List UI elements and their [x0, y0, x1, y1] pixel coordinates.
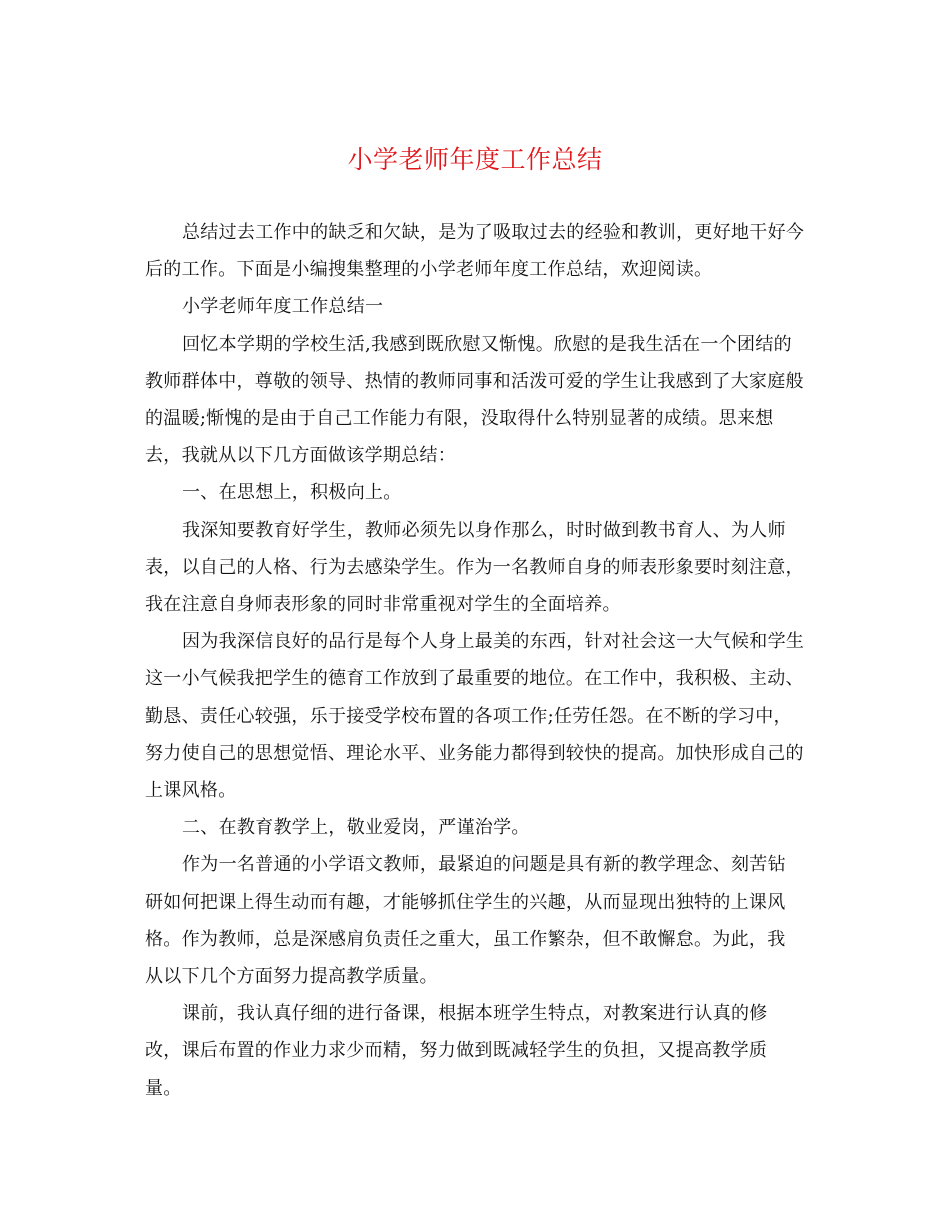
paragraph-moral-education: 因为我深信良好的品行是每个人身上最美的东西，针对社会这一大气候和学生这一小气候我把学生的德育工作放到了最重要的地位。在工作中，我积极、主动、勤恳、责任心较强，乐于接受学校布置的各项工作;任劳任怨。在不断的学习中，努力使自己的思想觉悟、理论水平、业务能力都得到较快的提高。加快形成自己的上课风格。: [145, 631, 805, 802]
section-heading-teaching: 二、在教育教学上，敬业爱岗，严谨治学。: [182, 817, 530, 839]
section-heading-ideology: 一、在思想上，积极向上。: [182, 482, 402, 504]
paragraph-role-model: 我深知要教育好学生，教师必须先以身作那么，时时做到教书育人、为人师表，以自己的人格、行为去感染学生。作为一名教师自身的师表形象要时刻注意，我在注意自身师表形象的同时非常重视对学生的全面培养。: [145, 519, 804, 616]
section-heading-summary-one: 小学老师年度工作总结一: [182, 296, 384, 318]
paragraph-teaching-quality: 作为一名普通的小学语文教师，最紧迫的问题是具有新的教学理念、刻苦钻研如何把课上得生动而有趣，才能够抓住学生的兴趣，从而显现出独特的上课风格。作为教师，总是深感肩负责任之重大，虽工作繁杂，但不敢懈怠。为此，我从以下几个方面努力提高教学质量。: [145, 854, 786, 988]
paragraph-reflection: 回忆本学期的学校生活,我感到既欣慰又惭愧。欣慰的是我生活在一个团结的教师群体中，尊敬的领导、热情的教师同事和活泼可爱的学生让我感到了大家庭般的温暖;惭愧的是由于自己工作能力有限，没取得什么特别显著的成绩。思来想去，我就从以下几方面做该学期总结：: [145, 333, 804, 467]
paragraph-lesson-prep: 课前，我认真仔细的进行备课，根据本班学生特点，对教案进行认真的修改，课后布置的作业力求少而精，努力做到既减轻学生的负担，又提高教学质量。: [145, 1003, 768, 1099]
document-title: 小学老师年度工作总结: [347, 145, 603, 174]
document-body: [145, 214, 810, 1107]
paragraph-intro: 总结过去工作中的缺乏和欠缺，是为了吸取过去的经验和教训，更好地干好今后的工作。下面是小编搜集整理的小学老师年度工作总结，欢迎阅读。: [145, 222, 805, 281]
